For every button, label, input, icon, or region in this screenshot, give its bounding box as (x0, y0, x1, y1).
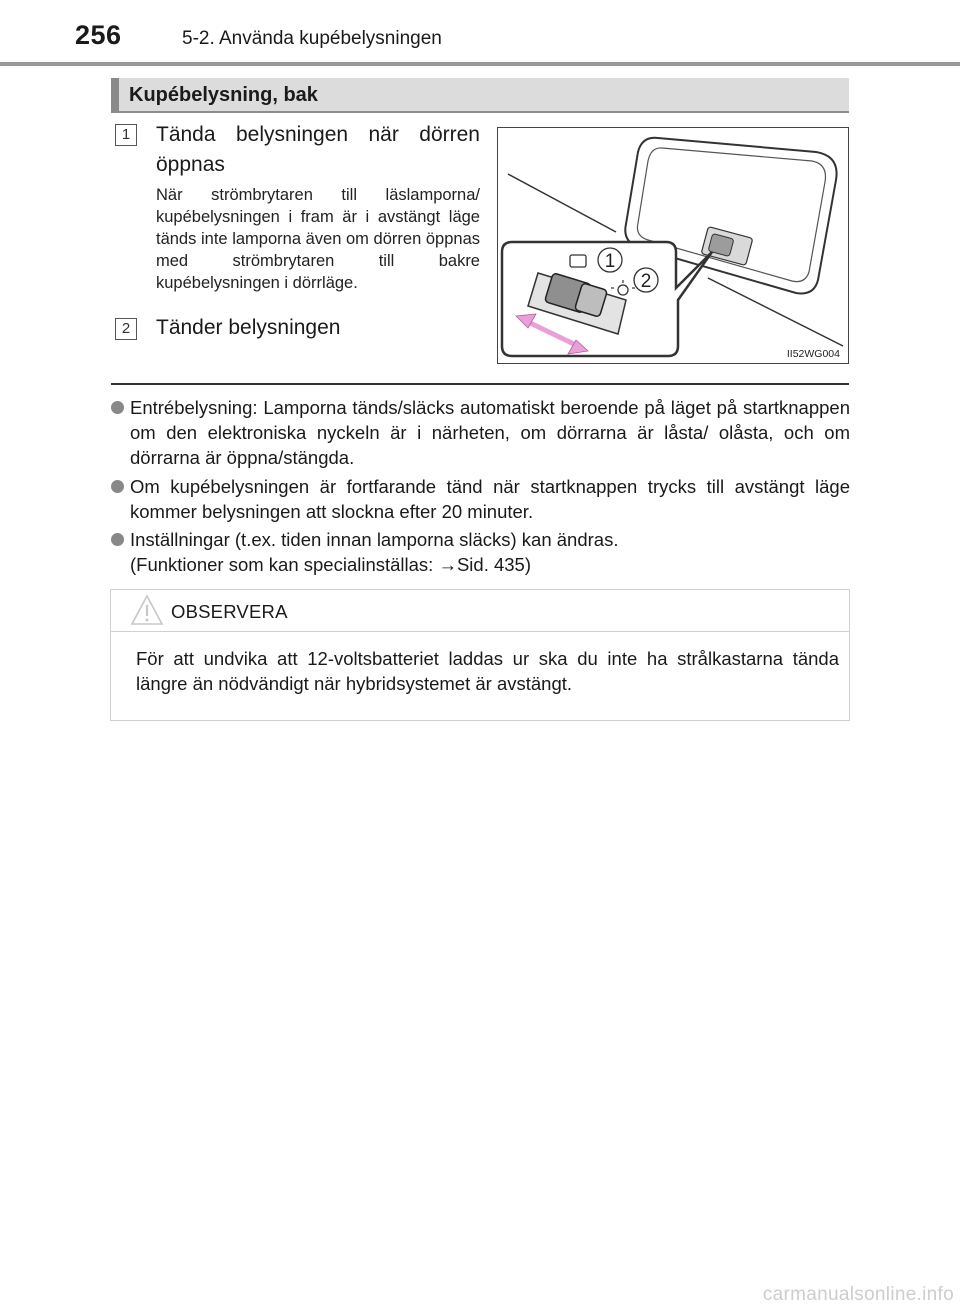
bullet-icon (111, 480, 124, 493)
cross-reference-link[interactable]: (Funktioner som kan specialinställas: →Sid. 435) (130, 554, 532, 575)
roof-line-lower (708, 278, 843, 346)
header-rule (0, 62, 960, 66)
note-item (130, 395, 850, 470)
caution-label: OBSERVERA (171, 601, 288, 622)
warning-triangle-icon (130, 593, 164, 627)
section-heading-bar (111, 78, 849, 113)
bullet-icon (111, 533, 124, 546)
caution-box (110, 589, 850, 721)
item-2-title: Tänder belysningen (156, 316, 341, 339)
note-text: Inställningar (t.ex. tiden innan lamporna släcks) kan ändras. (130, 529, 619, 550)
note-text: Entrébelysning: Lamporna tänds/släcks automatiskt beroende på läget på startknappen om den elektroniska nyckeln är i närheten, om dörrarna är låsta/ olåsta, och om dörrarna är öppna/stängda. (130, 397, 850, 468)
note-text: Om kupébelysningen är fortfarande tänd när startknappen trycks till avstängt läge kommer belysningen att slockna efter 20 minuter. (130, 476, 850, 522)
figure-code: II52WG004 (786, 348, 840, 360)
item-number-1: 1 (115, 124, 137, 146)
bullet-icon (111, 401, 124, 414)
item-1-description: När strömbrytaren till läslamporna/ kupébelysningen i fram är i avstängt läge tänds inte lamporna även om dörren öppnas med strömbrytaren till bakre kupébelysningen i dörrläge. (156, 186, 480, 292)
note-item (130, 527, 850, 577)
note-item (130, 474, 850, 524)
section-divider (111, 383, 849, 385)
caution-header (111, 590, 849, 632)
rear-interior-light-illustration (498, 128, 849, 364)
callout-number-2: 2 (640, 271, 652, 292)
roof-line-upper (508, 174, 616, 232)
callout-number-1: 1 (604, 251, 616, 272)
chapter-header: 5-2. Använda kupébelysningen (182, 28, 442, 49)
page-number: 256 (75, 20, 122, 50)
item-number-2: 2 (115, 318, 137, 340)
watermark: carmanualsonline.info (762, 1284, 954, 1305)
section-title: Kupébelysning, bak (129, 84, 318, 106)
item-1-title: Tända belysningen när dörren öppnas (156, 123, 480, 176)
caution-text: För att undvika att 12-voltsbatteriet laddas ur ska du inte ha strålkastarna tända längre än nödvändigt när hybridsystemet är avstängt. (136, 648, 839, 694)
rear-interior-light-figure (497, 127, 849, 364)
